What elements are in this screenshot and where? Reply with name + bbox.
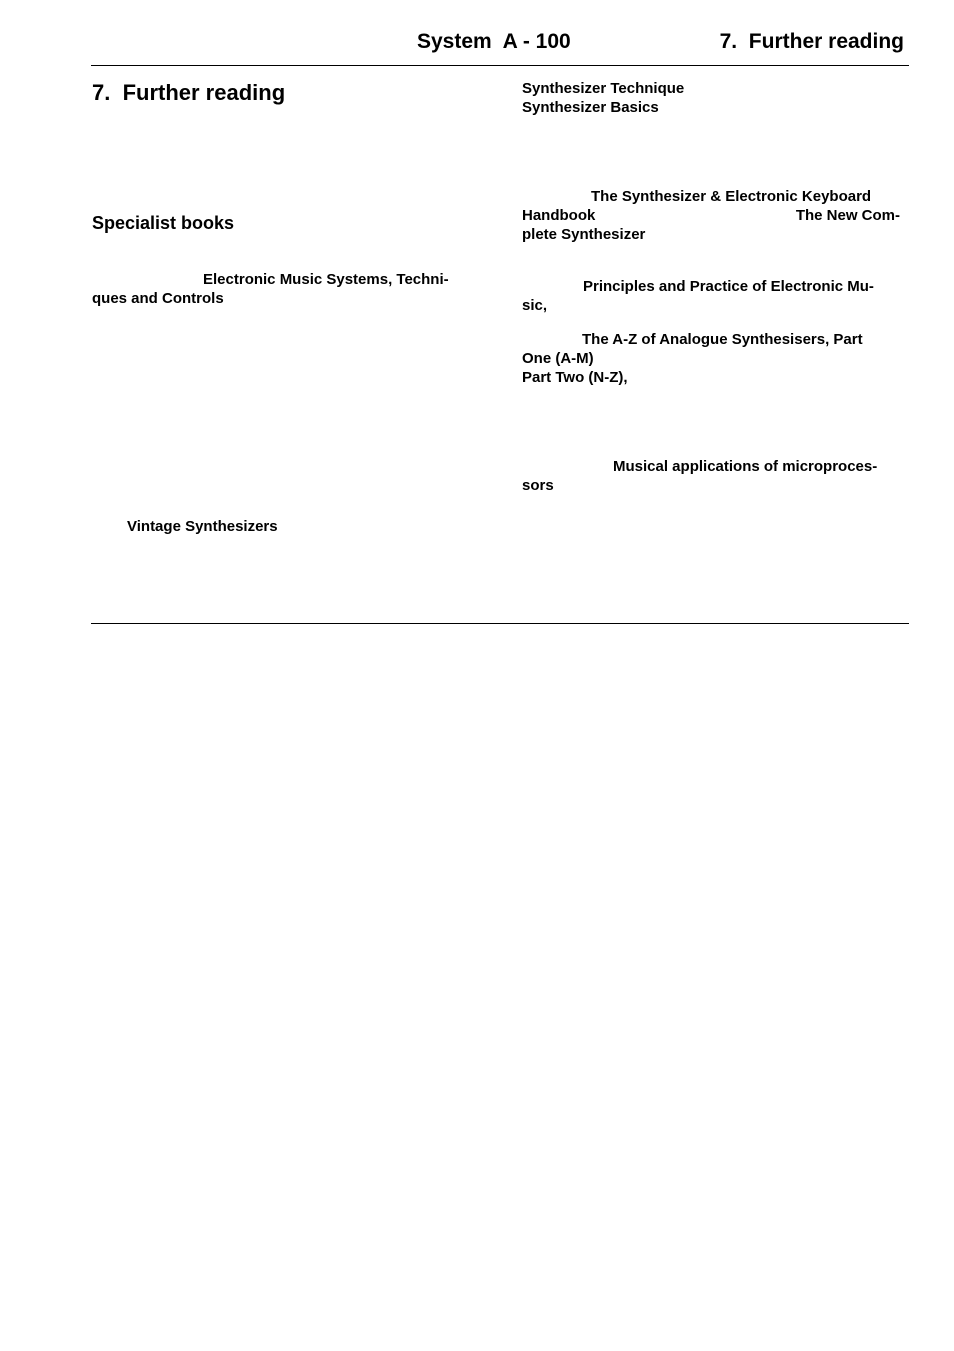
reference-title-line bbox=[522, 206, 902, 225]
reference-vintage-synthesizers bbox=[92, 517, 477, 536]
header-system-name: System A - 100 bbox=[417, 30, 571, 53]
reference-title-line: sic, bbox=[522, 297, 548, 314]
reference-title-line: The A-Z of Analogue Synthesisers, Part bbox=[582, 331, 863, 348]
reference-title-line: plete Synthesizer bbox=[522, 226, 646, 243]
reference-title-line: ques and Controls bbox=[92, 290, 224, 307]
page-header bbox=[91, 28, 909, 66]
header-divider bbox=[91, 65, 909, 66]
reference-synthesizer-technique bbox=[522, 79, 902, 117]
subsection-title: Specialist books bbox=[92, 213, 235, 233]
reference-title-line: Vintage Synthesizers bbox=[127, 518, 278, 535]
reference-title-line: Part Two (N-Z), bbox=[522, 369, 628, 386]
header-chapter-title: 7. Further reading bbox=[719, 30, 904, 53]
reference-title-line: Principles and Practice of Electronic Mu- bbox=[583, 278, 874, 295]
reference-principles-electronic-music bbox=[522, 277, 902, 315]
reference-title-line: Synthesizer Technique bbox=[522, 80, 685, 97]
reference-title-fragment: The New Com- bbox=[795, 207, 900, 224]
reference-az-analogue-synthesisers bbox=[522, 330, 902, 387]
reference-musical-applications-microprocessors bbox=[522, 457, 902, 495]
reference-title-line: One (A-M) bbox=[522, 350, 594, 367]
reference-title-line: The Synthesizer & Electronic Keyboard bbox=[591, 188, 872, 205]
section-title: 7. Further reading bbox=[92, 80, 286, 105]
reference-synthesizer-keyboard-handbook bbox=[522, 187, 902, 244]
reference-title-line: Synthesizer Basics bbox=[522, 99, 659, 116]
footer-divider bbox=[91, 623, 909, 624]
reference-title-line: Electronic Music Systems, Techni- bbox=[203, 271, 449, 288]
reference-electronic-music-systems bbox=[92, 270, 477, 308]
reference-title-fragment: Handbook bbox=[522, 207, 596, 224]
reference-title-line: Musical applications of microproces- bbox=[613, 458, 878, 475]
reference-title-line: sors bbox=[522, 477, 554, 494]
